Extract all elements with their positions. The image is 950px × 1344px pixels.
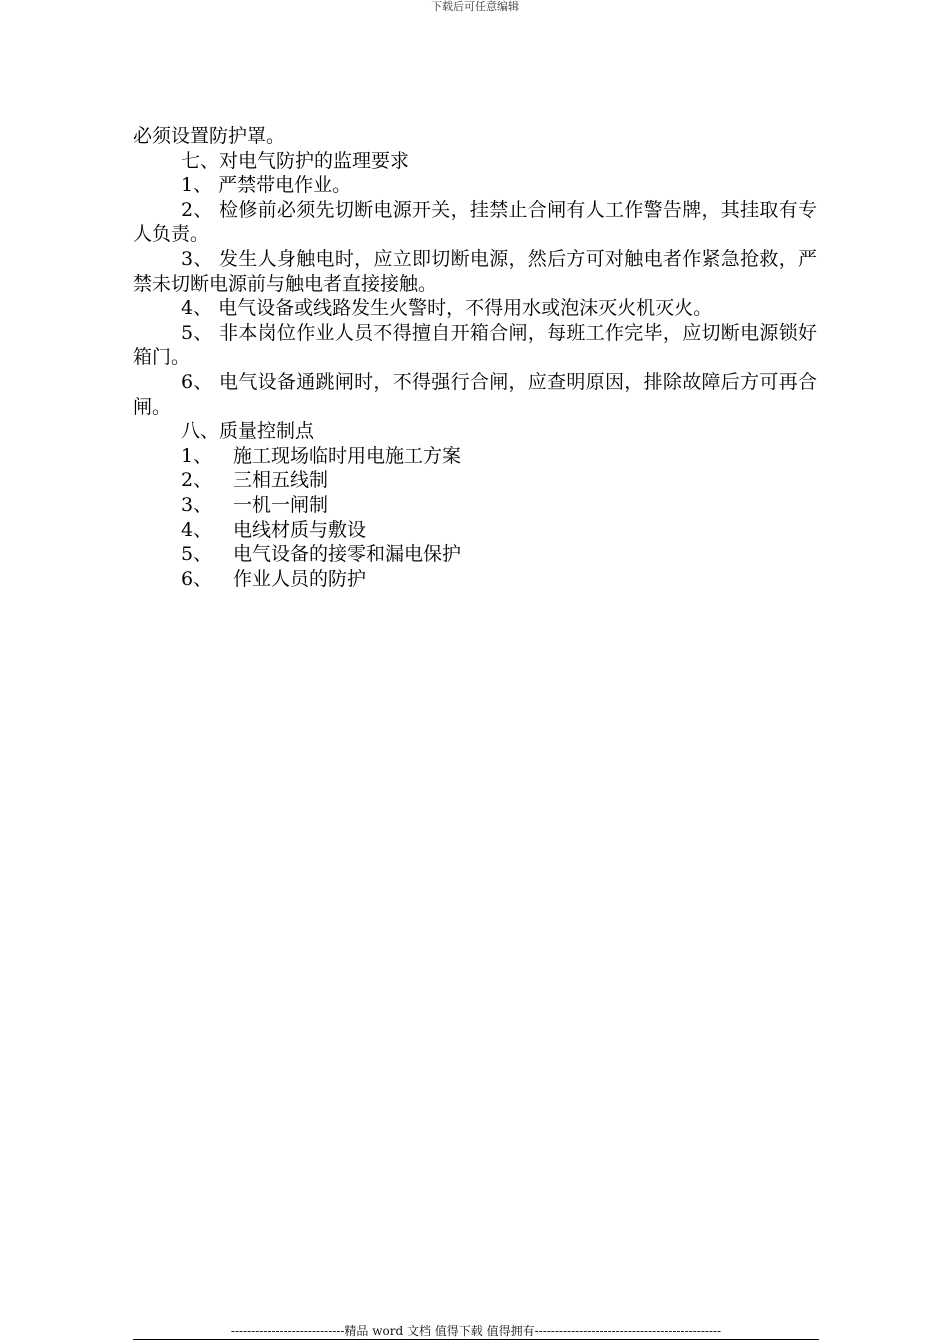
paragraph-7: 6、 电气设备通跳闸时，不得强行合闸，应查明原因，排除故障后方可再合闸。 xyxy=(133,370,817,418)
quality-point-number: 6、 xyxy=(181,567,213,590)
paragraph-3: 2、 检修前必须先切断电源开关，挂禁止合闸有人工作警告牌，其挂取有专人负责。 xyxy=(133,198,817,246)
quality-point-6 xyxy=(133,567,817,592)
quality-point-number: 3、 xyxy=(181,493,213,516)
quality-point-text: 电气设备的接零和漏电保护 xyxy=(233,543,462,566)
paragraph-4: 3、 发生人身触电时，应立即切断电源，然后方可对触电者作紧急抢救，严禁未切断电源前与触电者直接接触。 xyxy=(133,247,817,295)
quality-point-number: 2、 xyxy=(181,469,213,492)
quality-point-2 xyxy=(133,468,817,493)
paragraph-0: 必须设置防护罩。 xyxy=(133,125,286,147)
quality-point-number: 4、 xyxy=(181,518,213,541)
quality-point-number: 5、 xyxy=(181,543,213,566)
document-body xyxy=(133,124,817,591)
quality-point-text: 一机一闸制 xyxy=(233,493,329,516)
footer-divider xyxy=(133,1339,819,1340)
quality-point-text: 施工现场临时用电施工方案 xyxy=(233,444,462,467)
section-heading-seven: 七、对电气防护的监理要求 xyxy=(181,149,410,172)
quality-point-text: 电线材质与敷设 xyxy=(233,518,367,541)
page-header: 下载后可任意编辑 xyxy=(431,0,519,13)
quality-point-number: 1、 xyxy=(181,444,213,467)
quality-point-4 xyxy=(133,518,817,543)
paragraph-5: 4、 电气设备或线路发生火警时，不得用水或泡沫灭火机灭火。 xyxy=(181,297,713,320)
paragraph-2: 1、 严禁带电作业。 xyxy=(181,174,352,197)
quality-point-1 xyxy=(133,444,817,469)
quality-point-5 xyxy=(133,542,817,567)
section-heading-eight: 八、质量控制点 xyxy=(181,420,315,443)
quality-point-text: 作业人员的防护 xyxy=(233,567,367,590)
paragraph-6: 5、 非本岗位作业人员不得擅自开箱合闸，每班工作完毕，应切断电源锁好箱门。 xyxy=(133,321,817,369)
quality-point-text: 三相五线制 xyxy=(233,469,329,492)
page-footer: ----------------------------精品 word 文档 值得下载 值得拥有---------------------------------------------- xyxy=(230,1324,722,1338)
quality-point-3 xyxy=(133,493,817,518)
